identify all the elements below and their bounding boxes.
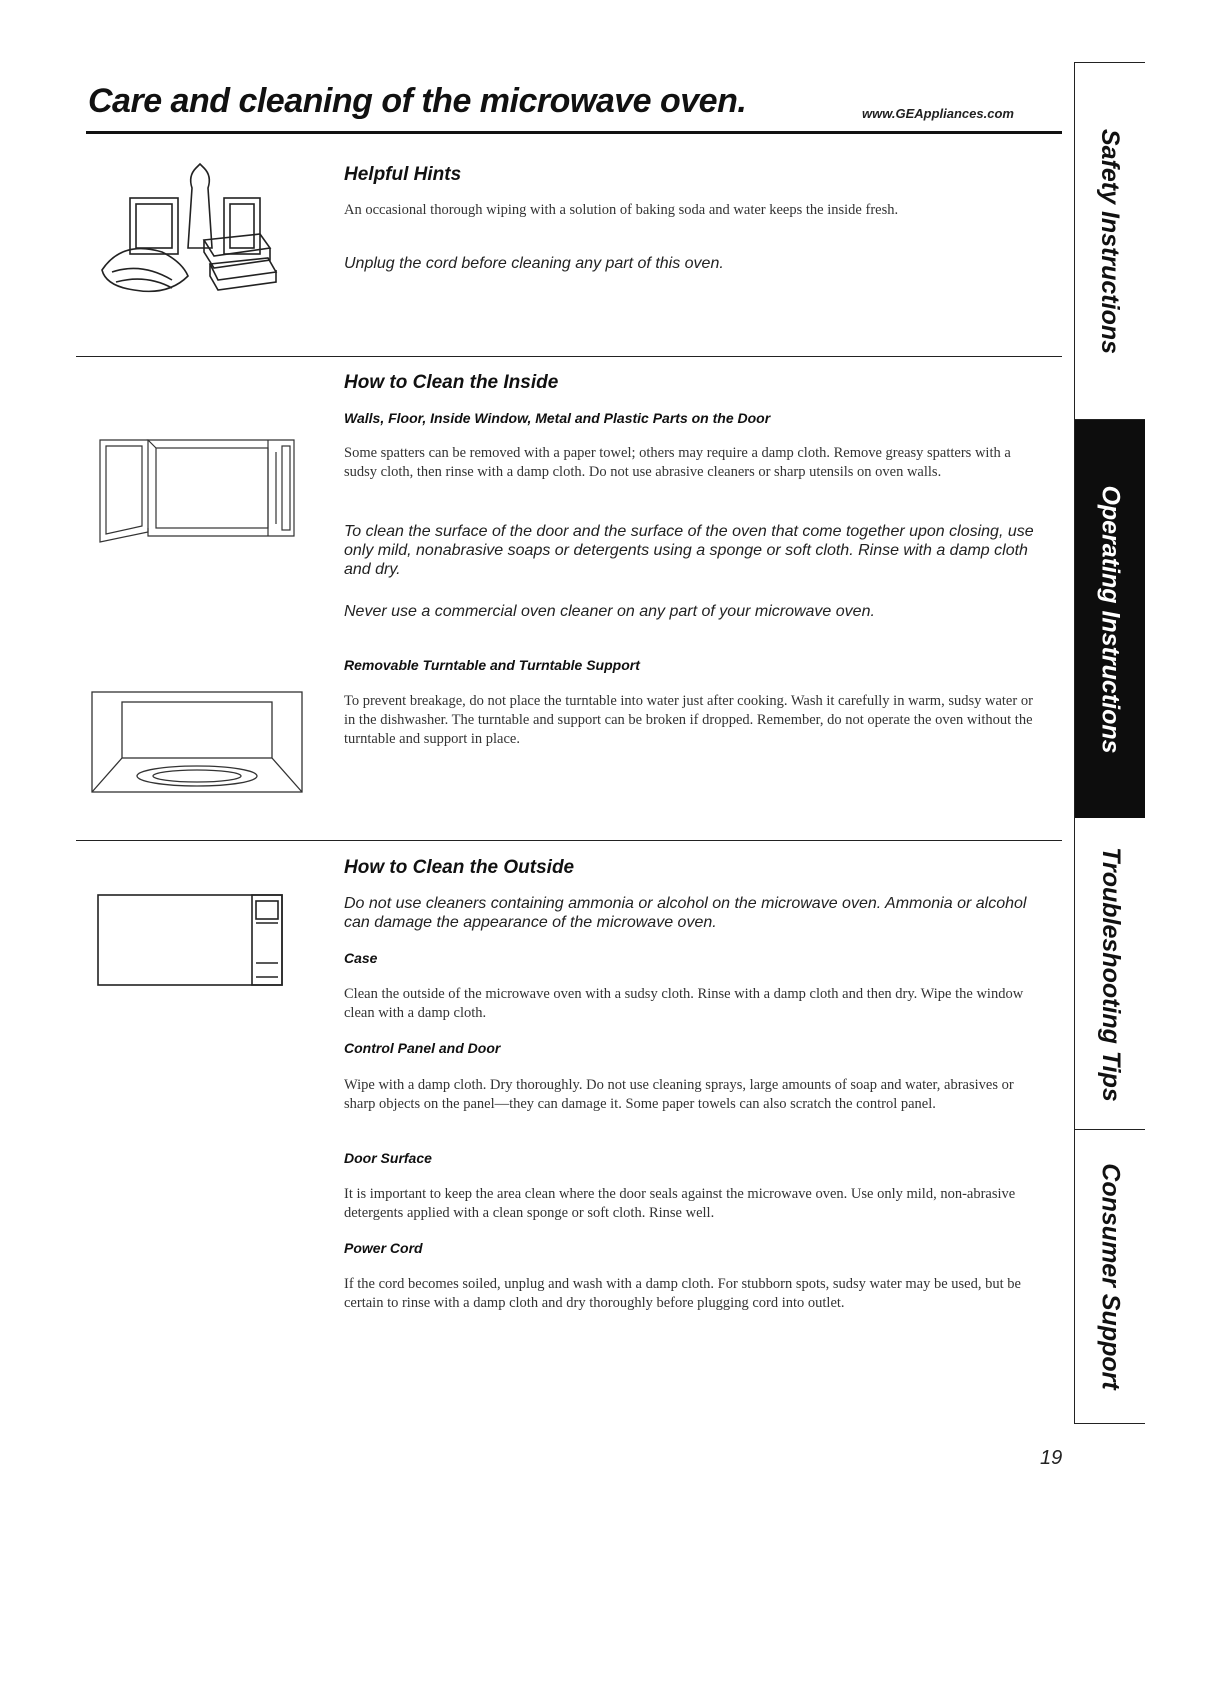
header-rule: [86, 131, 1062, 134]
page-title: Care and cleaning of the microwave oven.: [88, 82, 747, 120]
power-cord-heading: Power Cord: [344, 1240, 423, 1256]
cleaning-supplies-illustration: [92, 152, 282, 312]
control-panel-heading: Control Panel and Door: [344, 1040, 501, 1056]
website-url: www.GEAppliances.com: [862, 106, 1014, 121]
tab-label: Operating Instructions: [1096, 484, 1125, 754]
door-surface-note: To clean the surface of the door and the surface of the oven that come together upon closing, use only mild, nonabrasive soaps or detergents using a sponge or soft cloth. Rinse with a damp cloth and dry.: [344, 523, 1034, 578]
clean-inside-heading: How to Clean the Inside: [344, 372, 559, 393]
tab-consumer-support[interactable]: [1075, 1130, 1145, 1422]
helpful-hints-body: An occasional thorough wiping with a solution of baking soda and water keeps the inside fresh.: [344, 202, 899, 218]
turntable-heading: Removable Turntable and Turntable Support: [344, 657, 640, 673]
page-number: 19: [1040, 1447, 1063, 1469]
ammonia-warning: Do not use cleaners containing ammonia or alcohol on the microwave oven. Ammonia or alcohol can damage the appearance of the microwave oven.: [344, 895, 1027, 931]
unplug-note: Unplug the cord before cleaning any part of this oven.: [344, 255, 724, 272]
turntable-illustration: [90, 690, 304, 794]
open-oven-illustration: [98, 432, 298, 544]
section-sidebar: [1074, 62, 1145, 1424]
section-divider: [76, 356, 1062, 357]
case-body: Clean the outside of the microwave oven with a sudsy cloth. Rinse with a damp cloth and then dry. Wipe the window clean with a damp cloth.: [344, 986, 1024, 1021]
tab-troubleshooting-tips[interactable]: [1075, 819, 1145, 1129]
closed-oven-illustration: [96, 893, 286, 987]
door-surface-body: It is important to keep the area clean where the door seals against the microwave oven. Use only mild, non-abrasive detergents applied with a clean sponge or soft cloth. Rinse well.: [344, 1186, 1016, 1221]
walls-body: Some spatters can be removed with a paper towel; others may require a damp cloth. Remove greasy spatters with a sudsy cloth, then rinse with a damp cloth. Do not use abrasive cleaners or sharp utensils on oven walls.: [344, 445, 1011, 480]
turntable-body: To prevent breakage, do not place the turntable into water just after cooking. Wash it carefully in warm, sudsy water or in the dishwasher. The turntable and support can be broken if dropped. Remember, do not operate the oven without the turntable and support in place.: [344, 693, 1033, 747]
tab-label: Troubleshooting Tips: [1096, 846, 1125, 1102]
power-cord-body: If the cord becomes soiled, unplug and wash with a damp cloth. For stubborn spots, sudsy water may be used, but be certain to rinse with a damp cloth and dry thoroughly before plugging cord into outlet.: [344, 1276, 1021, 1311]
helpful-hints-heading: Helpful Hints: [344, 164, 462, 185]
tab-operating-instructions[interactable]: [1075, 420, 1145, 818]
control-panel-body: Wipe with a damp cloth. Dry thoroughly. Do not use cleaning sprays, large amounts of soap and water, abrasives or sharp objects on the panel—they can damage it. Some paper towels can also scratch the control panel.: [344, 1077, 1014, 1112]
oven-cleaner-warning: Never use a commercial oven cleaner on any part of your microwave oven.: [344, 603, 875, 620]
clean-outside-heading: How to Clean the Outside: [344, 857, 575, 878]
tab-label: Consumer Support: [1096, 1162, 1125, 1390]
tab-safety-instructions[interactable]: [1075, 63, 1145, 419]
tab-label: Safety Instructions: [1096, 128, 1125, 354]
section-divider: [76, 840, 1062, 841]
door-surface-heading: Door Surface: [344, 1150, 432, 1166]
walls-subheading: Walls, Floor, Inside Window, Metal and Plastic Parts on the Door: [344, 410, 771, 426]
case-heading: Case: [344, 950, 378, 966]
